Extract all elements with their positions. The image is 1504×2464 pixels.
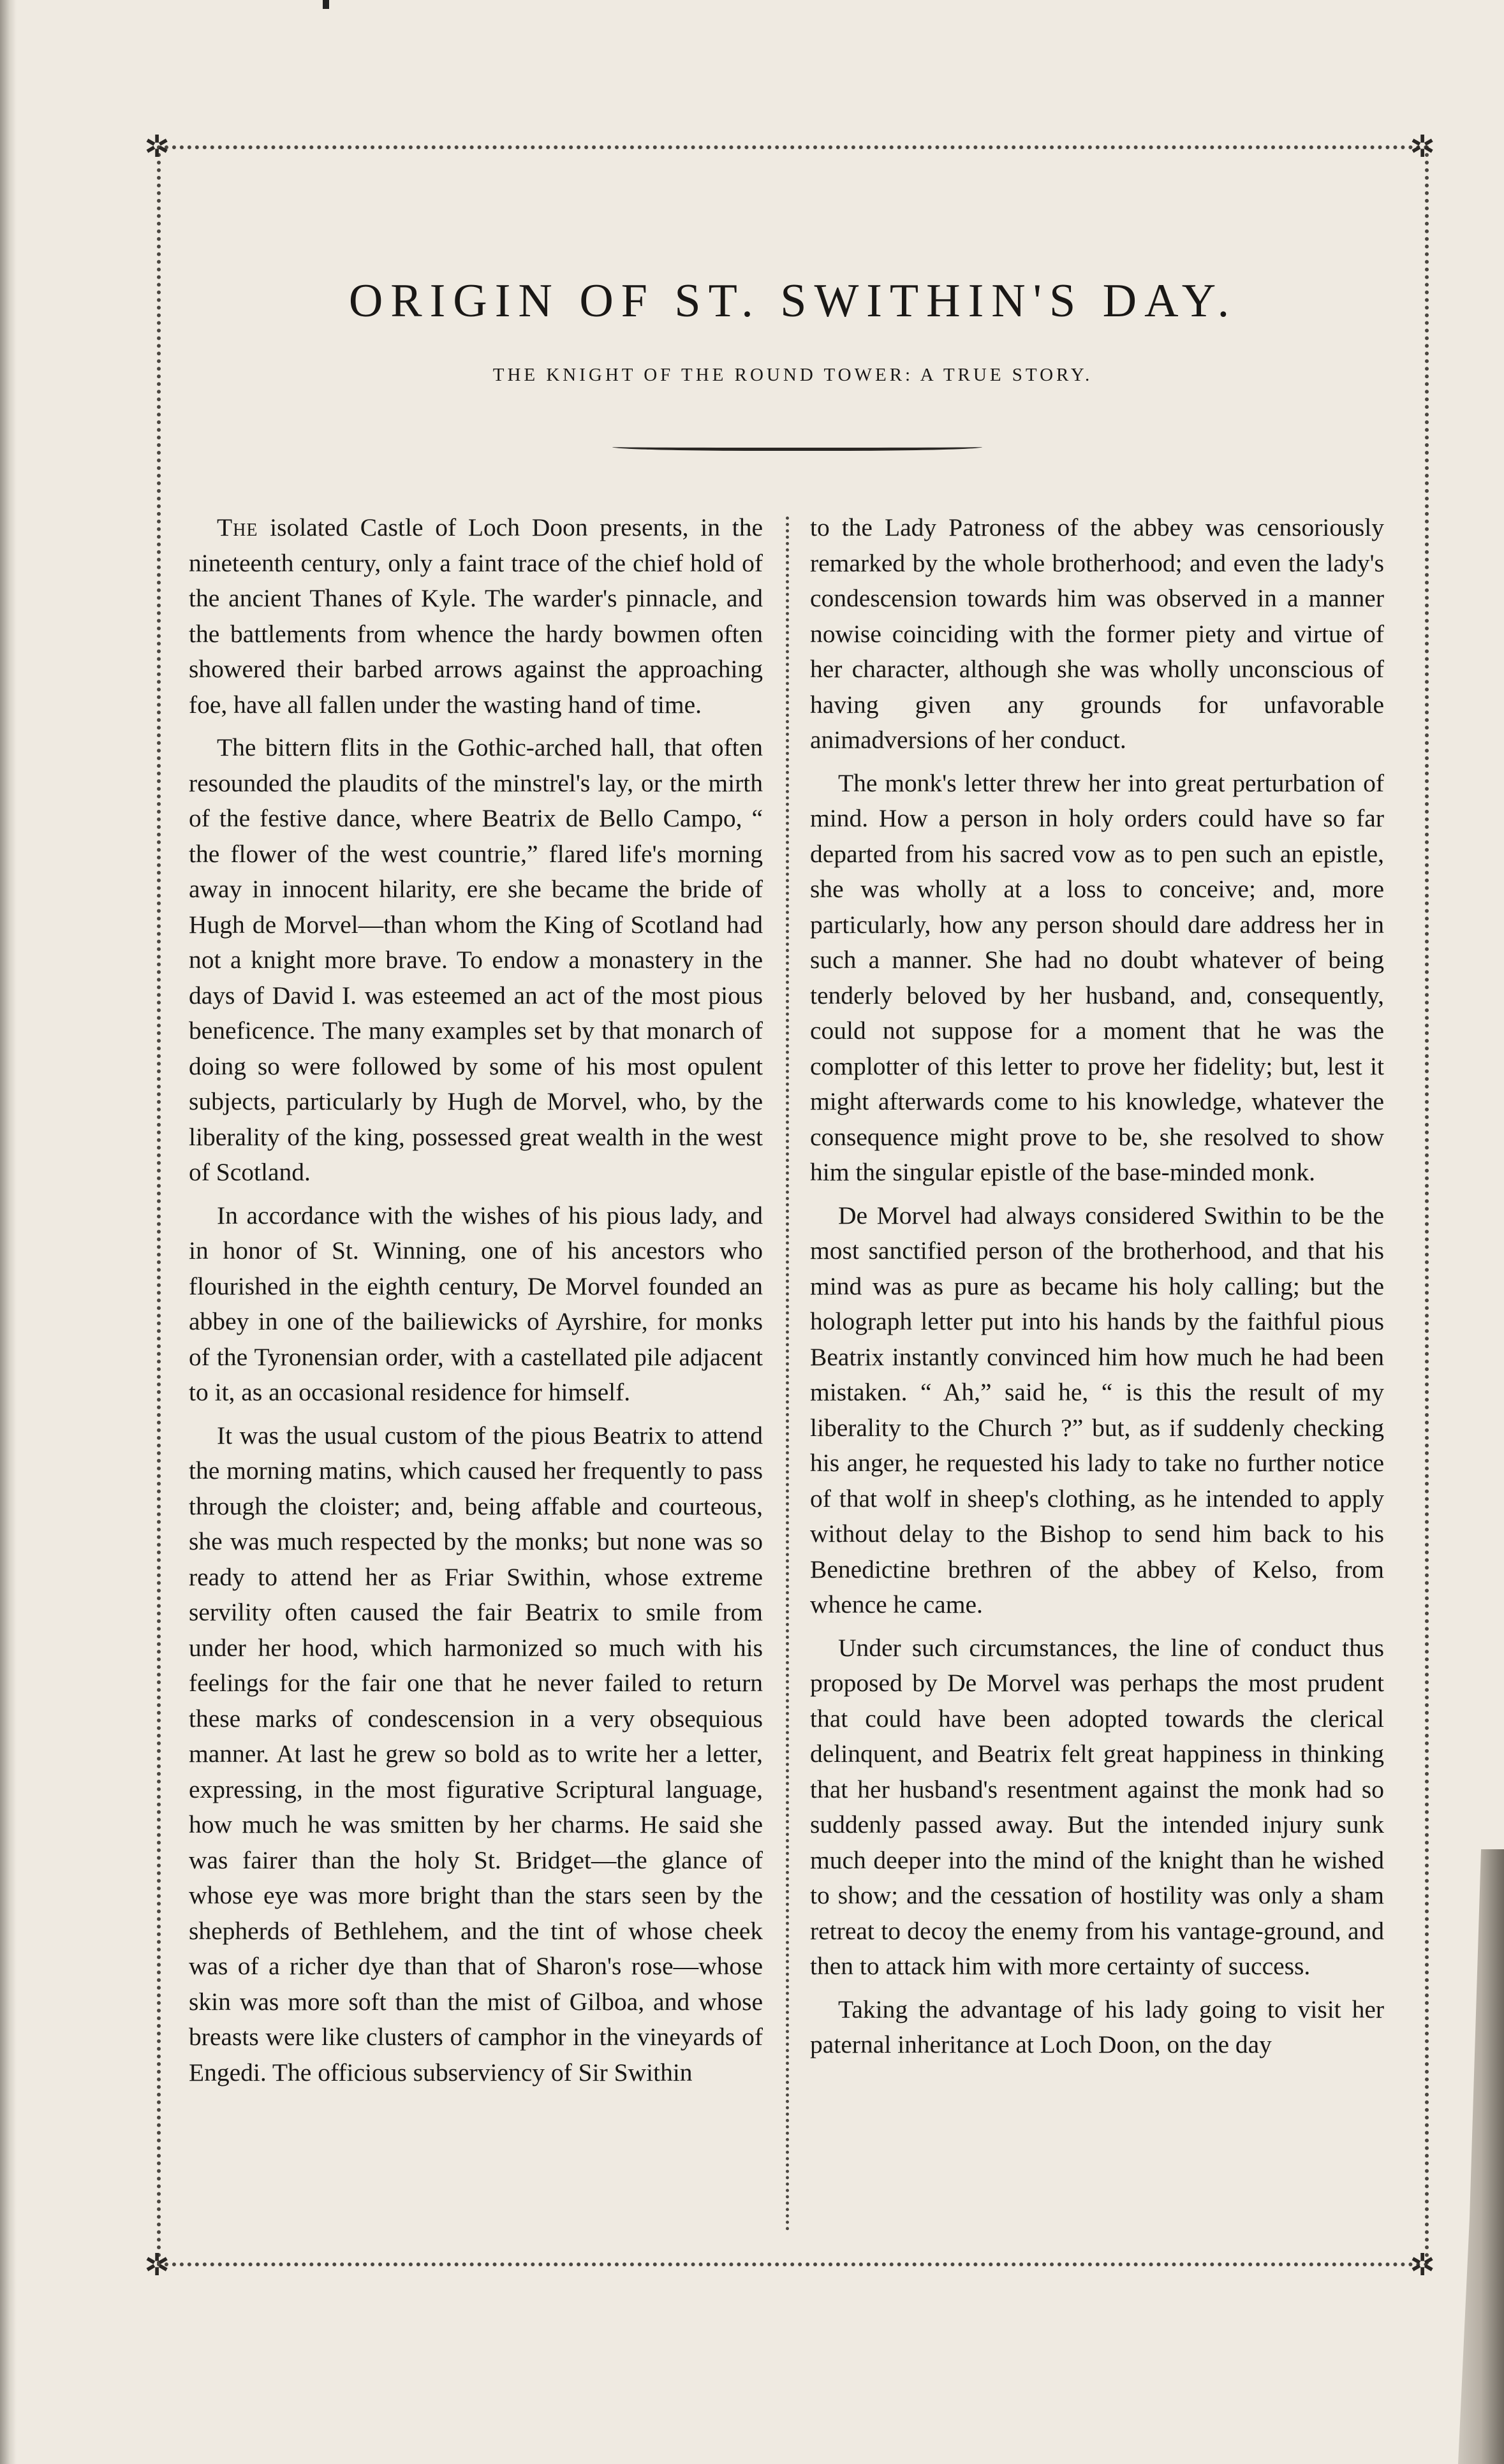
corner-ornament-icon: ✲ [144, 129, 170, 165]
title-rule [612, 441, 982, 451]
article-title: ORIGIN OF ST. SWITHIN'S DAY. [348, 275, 1237, 327]
paragraph: to the Lady Patroness of the abbey was censoriously remarked by the whole brotherhood; and even the lady's condescension towards him was observed in a manner nowise coinciding with the former piety and virtue of her character, although she was wholly unconscious of having given any grounds for unfavorable animadversions of her conduct. [810, 513, 1384, 754]
corner-ornament-icon: ✲ [1410, 129, 1436, 165]
article-subtitle: THE KNIGHT OF THE ROUND TOWER: A TRUE STORY. [492, 365, 1093, 385]
ink-mark [323, 0, 329, 9]
corner-ornament-icon: ✲ [1410, 2247, 1436, 2283]
paragraph: The monk's letter threw her into great perturbation of mind. How a person in holy orders could have so far departed from his sacred vow as to pen such an epistle, she was wholly at a loss to conceive; and, more particularly, how any person should dare address her in such a manner. She had no doubt whatever of being tenderly beloved by her husband, and, consequently, could not suppose for a moment that he was the complotter of this letter to prove her fidelity; but, lest it might afterwards come to his knowledge, whatever the consequence might prove to be, she resolved to show him the singular epistle of the base-minded monk. [810, 768, 1384, 1186]
paragraph [189, 510, 763, 722]
left-column [189, 510, 763, 2245]
corner-ornament-icon: ✲ [144, 2247, 170, 2283]
paragraph: De Morvel had always considered Swithin to be the most sanctified person of the brotherhood, and that his mind was as pure as became his holy calling; but the holograph letter put into his hands by the faithful pious Beatrix instantly convinced him how much he had been mistaken. “ Ah,” said he, “ is this the result of my liberality to the Church ?” but, as if suddenly checking his anger, he requested his lady to take no further notice of that wolf in sheep's clothing, as he intended to apply without delay to the Bishop to send him back to his Benedictine brethren of the abbey of Kelso, from whence he came. [810, 1201, 1384, 1618]
column-divider [786, 517, 789, 2232]
paragraph: In accordance with the wishes of his pious lady, and in honor of St. Winning, one of his ancestors who flourished in the eighth century, De Morvel founded an abbey in one of the bailiewicks of Ayrshire, for monks of the Tyronensian order, with a castellated pile adjacent to it, as an occasional residence for himself. [189, 1201, 763, 1406]
paragraph: It was the usual custom of the pious Beatrix to attend the morning matins, which caused her frequently to pass through the cloister; and, being affable and courteous, she was much respected by the monks; but none was so ready to attend her as Friar Swithin, whose extreme servility often caused the fair Beatrix to smile from under her hood, which harmonized so much with his feelings for the fair one that he never failed to return these marks of condescension in a very obsequious manner. At last he grew so bold as to write her a letter, expressing, in the most figurative Scriptural language, how much he was smitten by her charms. He said she was fairer than the holy St. Bridget—the glance of whose eye was more bright than the stars seen by the shepherds of Bethlehem, and the tint of whose cheek was of a richer dye than that of Sharon's rose—whose skin was more soft than the mist of Gilboa, and whose breasts were like clusters of camphor in the vineyards of Engedi. The officious subserviency of Sir Swithin [189, 1421, 763, 2086]
paragraph: Under such circumstances, the line of conduct thus proposed by De Morvel was perhaps the most prudent that could have been adopted towards the clerical delinquent, and Beatrix felt great happiness in thinking that her husband's resentment against the monk had so suddenly passed away. But the intended injury sunk much deeper into the mind of the knight than he wished to show; and the cessation of hostility was only a sham retreat to decoy the enemy from his vantage-ground, and then to attack him with more certainty of success. [810, 1633, 1384, 1980]
right-column [810, 510, 1384, 2245]
paragraph: Taking the advantage of his lady going to visit her paternal inheritance at Loch Doon, on the day [810, 1995, 1384, 2058]
paragraph-text: isolated Castle of Loch Doon presents, in the nineteenth century, only a faint trace of the chief hold of the ancient Thanes of Kyle. The warder's pinnacle, and the battlements from whence the hardy bowmen often showered their barbed arrows against the approaching foe, have all fallen under the wasting hand of time. [189, 513, 763, 719]
page-curl-shadow [1427, 1849, 1504, 2464]
page-edge-shadow [0, 0, 17, 2464]
paragraph: The bittern flits in the Gothic-arched hall, that often resounded the plaudits of the minstrel's lay, or the mirth of the festive dance, where Beatrix de Bello Campo, “ the flower of the west countrie,” flared life's morning away in innocent hilarity, ere she became the bride of Hugh de Morvel—than whom the King of Scotland had not a knight more brave. To endow a monastery in the days of David I. was esteemed an act of the most pious beneficence. The many examples set by that monarch of doing so were followed by some of his most opulent subjects, particularly by Hugh de Morvel, who, by the liberality of the king, possessed great wealth in the west of Scotland. [189, 733, 763, 1186]
lead-word: The [217, 513, 258, 541]
